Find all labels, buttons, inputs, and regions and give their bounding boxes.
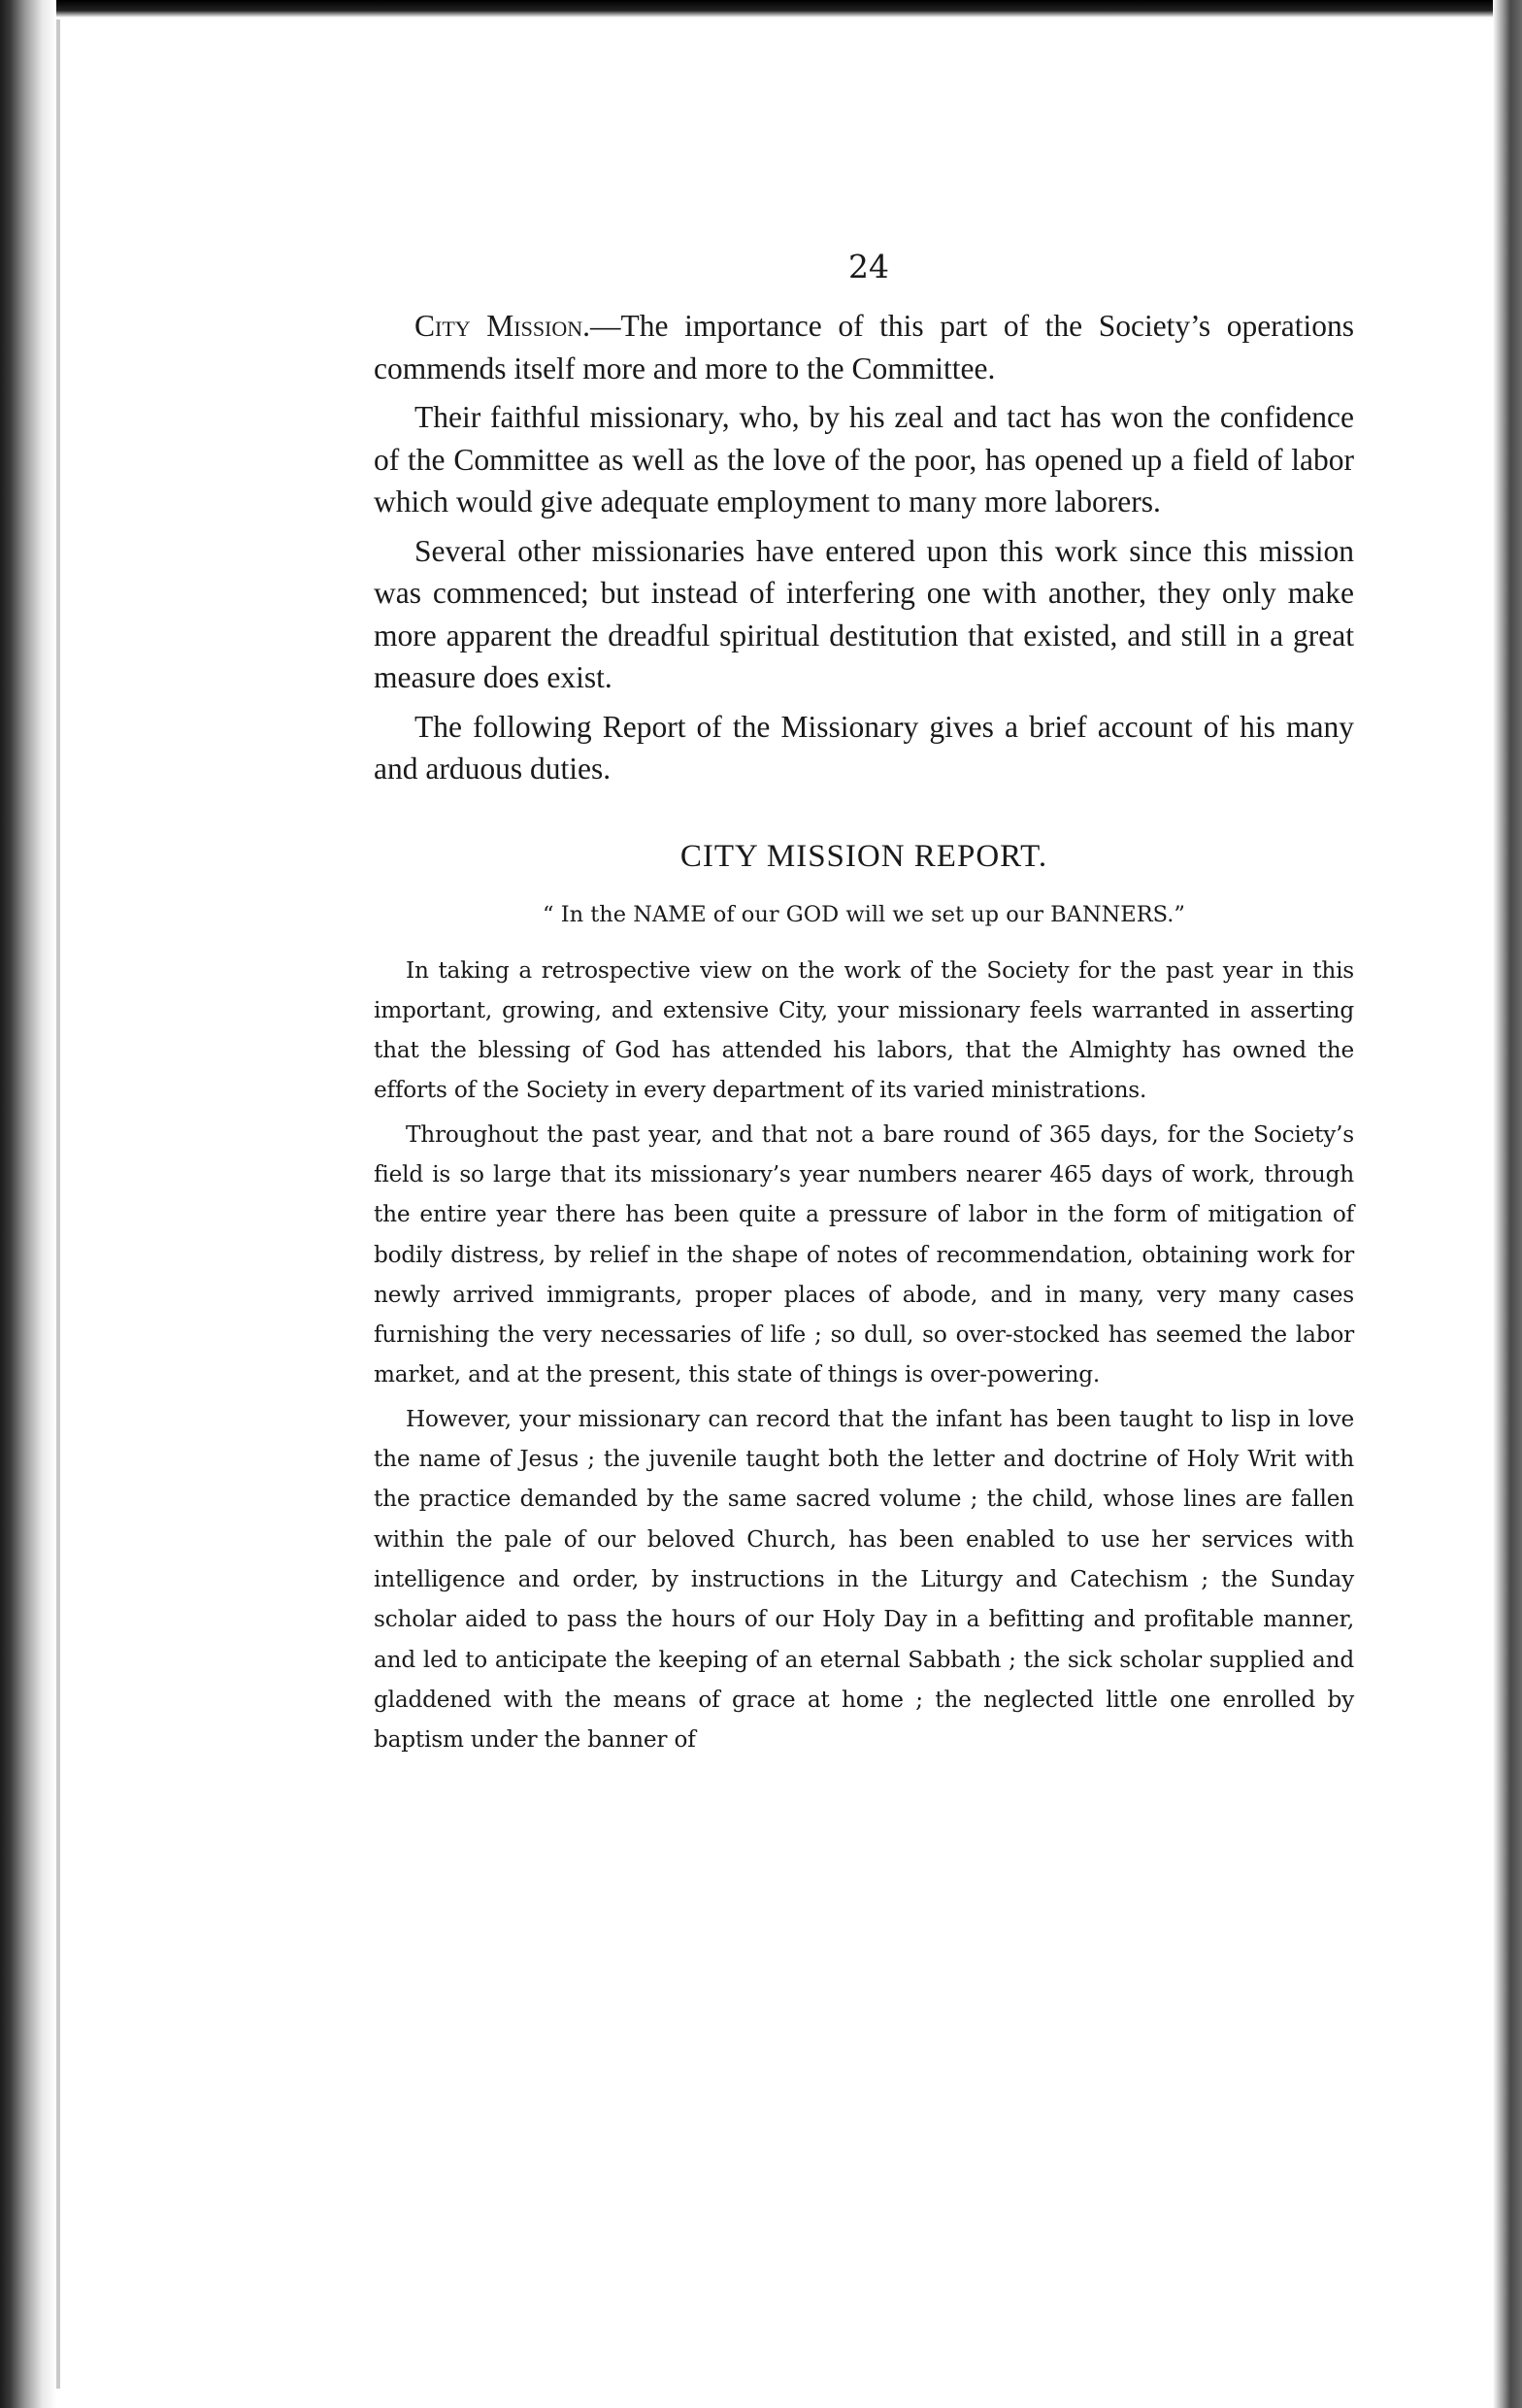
report-paragraph-1: In taking a retrospective view on the work of the Society for the past year in this important, growing, and extensive City, your missionary feels warranted in asserting that the blessing of God has attended his labors, that the Almighty has owned the efforts of the Society in every department of its varied ministrations. xyxy=(374,956,1354,1104)
section-lead: City Mission. xyxy=(414,309,591,343)
intro-paragraph-3: Several other missionaries have entered upon this work since this mission was commenced; but instead of interfering one with another, they only make more apparent the dreadful spiritual destitution that existed, and still in a great measure does exist. xyxy=(374,533,1354,694)
intro-paragraph-1-text: —The importance of this part of the Society’s operations commends itself more and more to the Committee. xyxy=(374,309,1354,385)
report-epigraph: “ In the NAME of our GOD will we set up our BANNERS.” xyxy=(543,901,1185,927)
scan-right-edge xyxy=(1493,0,1522,2408)
page-number: 24 xyxy=(848,248,889,285)
intro-paragraph-2: Their faithful missionary, who, by his zeal and tact has won the confidence of the Committee as well as the love of the poor, has opened up a field of labor which would give adequate employment to many more laborers. xyxy=(374,400,1354,518)
scan-binding-edge xyxy=(0,0,56,2408)
report-paragraph-3: However, your missionary can record that the infant has been taught to lisp in love the name of Jesus ; the juvenile taught both the letter and doctrine of Holy Writ with the practice demanded by the same sacred volume ; the child, whose lines are fallen within the pale of our beloved Church, has been enabled to use her services with intelligence and order, by instructions in the Liturgy and Catechism ; the Sunday scholar aided to pass the hours of our Holy Day in a befitting and profitable manner, and led to anticipate the keeping of an eternal Sabbath ; the sick scholar supplied and gladdened with the means of grace at home ; the neglected little one enrolled by baptism under the banner of xyxy=(374,1405,1354,1754)
intro-paragraph-4: The following Report of the Missionary gives a brief account of his many and arduous duties. xyxy=(374,709,1354,786)
report-heading: CITY MISSION REPORT. xyxy=(679,838,1048,874)
page-edge-shadow xyxy=(56,19,60,2389)
report-paragraph-2: Throughout the past year, and that not a bare round of 365 days, for the Society’s field is so large that its missionary’s year numbers nearer 465 days of work, through the entire year there has been quite a pressure of labor in the form of mitigation of bodily distress, by relief in the shape of notes of recommendation, obtaining work for newly arrived immigrants, proper places of abode, and in many, very many cases furnishing the very necessaries of life ; so dull, so over-stocked has seemed the labor market, and at the present, this state of things is over-powering. xyxy=(374,1120,1354,1388)
scan-top-edge xyxy=(0,0,1522,17)
book-page xyxy=(374,248,1354,1763)
intro-paragraph-1 xyxy=(374,305,1354,389)
